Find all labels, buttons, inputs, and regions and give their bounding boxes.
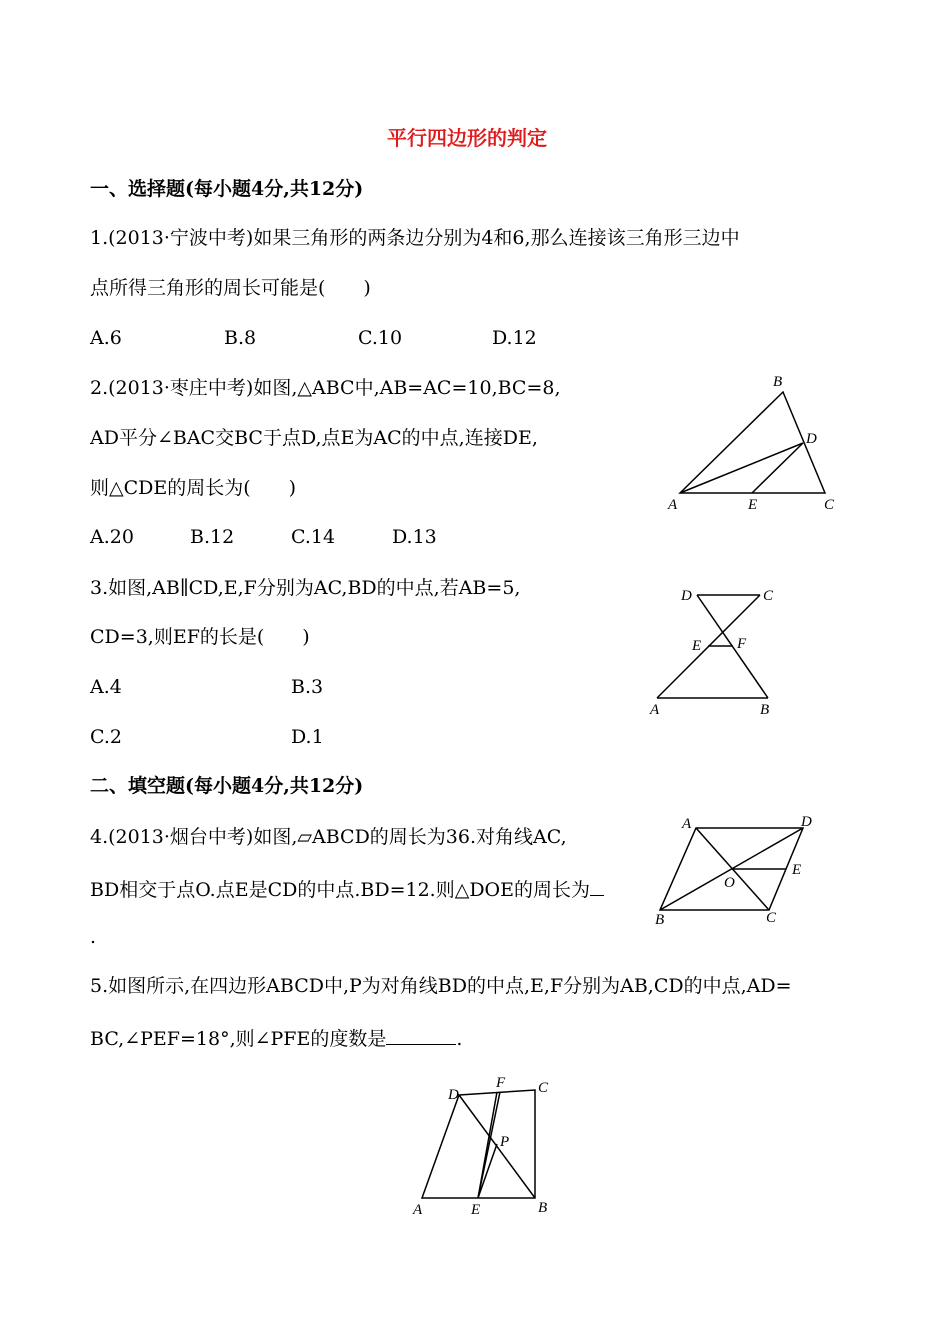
q1-option-a: A.6 bbox=[90, 327, 122, 349]
q5-answer-blank[interactable] bbox=[386, 1024, 456, 1045]
q5-label-p: P bbox=[500, 1134, 510, 1150]
q2-line2: AD平分∠BAC交BC于点D,点E为AC的中点,连接DE, bbox=[90, 427, 538, 449]
q3-option-b: B.3 bbox=[291, 676, 324, 698]
q5-segment-ef-1 bbox=[478, 1092, 497, 1198]
q3-option-a: A.4 bbox=[90, 676, 122, 698]
q5-quadrilateral-abcd bbox=[422, 1090, 535, 1198]
q2-label-b: B bbox=[773, 374, 783, 390]
q3-label-a: A bbox=[650, 702, 660, 718]
q5-label-b: B bbox=[538, 1200, 548, 1216]
q2-label-c: C bbox=[824, 497, 835, 513]
q3-option-d: D.1 bbox=[291, 726, 324, 748]
q1-line1: 1.(2013·宁波中考)如果三角形的两条边分别为4和6,那么连接该三角形三边中 bbox=[90, 227, 740, 249]
q2-label-d: D bbox=[806, 431, 817, 447]
q4-label-o: O bbox=[724, 875, 735, 891]
section-choice-heading: 一、选择题(每小题4分,共12分) bbox=[90, 178, 364, 200]
q4-parallelogram-abcd bbox=[660, 828, 803, 910]
q4-label-b: B bbox=[655, 912, 665, 928]
q4-diagonal-bd bbox=[660, 828, 803, 910]
q5-diagonal-bd bbox=[459, 1095, 535, 1198]
q1-option-c: C.10 bbox=[358, 327, 403, 349]
q5-line2-end: . bbox=[456, 1028, 463, 1050]
q3-label-b: B bbox=[760, 702, 770, 718]
section-fill-heading: 二、填空题(每小题4分,共12分) bbox=[90, 775, 364, 797]
q5-label-d: D bbox=[448, 1087, 459, 1103]
q3-line1: 3.如图,AB∥CD,E,F分别为AC,BD的中点,若AB=5, bbox=[90, 577, 521, 599]
q5-line2 bbox=[90, 1024, 462, 1051]
q3-label-e: E bbox=[692, 638, 702, 654]
q2-segment-ad bbox=[680, 443, 803, 493]
q2-triangle-abc bbox=[680, 392, 825, 493]
q1-option-b: B.8 bbox=[224, 327, 257, 349]
q5-line2-text: BC,∠PEF=18°,则∠PFE的度数是 bbox=[90, 1028, 387, 1050]
q3-option-c: C.2 bbox=[90, 726, 122, 748]
q5-label-a: A bbox=[413, 1202, 423, 1218]
q2-option-c: C.14 bbox=[291, 526, 336, 548]
q2-option-a: A.20 bbox=[90, 526, 134, 548]
q3-label-d: D bbox=[681, 588, 692, 604]
q4-diagonal-ac bbox=[696, 828, 769, 910]
q5-segment-pe bbox=[478, 1144, 497, 1198]
q1-line2: 点所得三角形的周长可能是( ) bbox=[90, 277, 371, 299]
q2-segment-de bbox=[752, 443, 803, 493]
q3-label-f: F bbox=[737, 636, 747, 652]
q4-answer-blank[interactable] bbox=[590, 875, 604, 896]
q2-option-b: B.12 bbox=[190, 526, 235, 548]
q5-segment-ef-2 bbox=[478, 1092, 500, 1198]
q4-label-a: A bbox=[682, 816, 692, 832]
q3-label-c: C bbox=[763, 588, 774, 604]
q4-label-c: C bbox=[766, 910, 777, 926]
q1-option-d: D.12 bbox=[492, 327, 537, 349]
q5-label-e: E bbox=[471, 1202, 481, 1218]
q2-label-e: E bbox=[748, 497, 758, 513]
q4-line3: . bbox=[90, 926, 97, 948]
q5-label-f: F bbox=[496, 1075, 506, 1091]
q3-segment-bd bbox=[697, 595, 768, 698]
q4-line1: 4.(2013·烟台中考)如图,▱ABCD的周长为36.对角线AC, bbox=[90, 826, 567, 848]
q5-line1: 5.如图所示,在四边形ABCD中,P为对角线BD的中点,E,F分别为AB,CD的中点,AD= bbox=[90, 975, 792, 997]
q4-line2 bbox=[90, 875, 604, 902]
q4-label-d: D bbox=[801, 814, 812, 830]
q5-label-c: C bbox=[538, 1080, 549, 1096]
q3-segment-ac bbox=[657, 595, 760, 698]
q4-label-e: E bbox=[792, 862, 802, 878]
q2-line1: 2.(2013·枣庄中考)如图,△ABC中,AB=AC=10,BC=8, bbox=[90, 377, 561, 399]
page-title: 平行四边形的判定 bbox=[387, 126, 547, 150]
q3-line2: CD=3,则EF的长是( ) bbox=[90, 626, 310, 648]
q4-line2-text: BD相交于点O.点E是CD的中点.BD=12.则△DOE的周长为 bbox=[90, 879, 591, 901]
q2-line3: 则△CDE的周长为( ) bbox=[90, 477, 297, 499]
q2-label-a: A bbox=[668, 497, 678, 513]
q2-option-d: D.13 bbox=[392, 526, 437, 548]
